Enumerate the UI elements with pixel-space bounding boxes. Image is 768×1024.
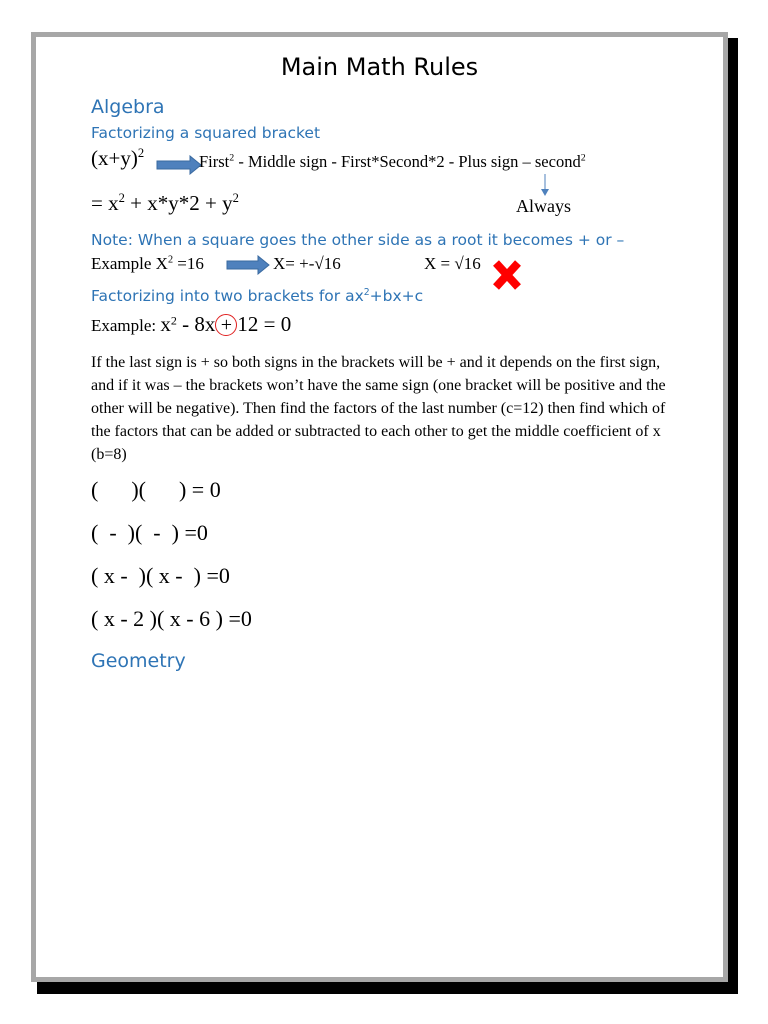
- root-note: Note: When a square goes the other side as a root it becomes + or –: [91, 231, 625, 249]
- always-label: Always: [516, 196, 571, 216]
- circled-plus-sign: +: [215, 314, 237, 336]
- expanded-result: = $x^2 + x*y*2 + y^2$: [91, 191, 239, 215]
- step-3: ( x - )( x - ) =0: [91, 563, 230, 588]
- step-1: ( )( ) = 0: [91, 477, 221, 502]
- explanation-paragraph: If the last sign is + so both signs in the brackets will be + and it depends on the first sign, and if it was – the brackets won’t have the same sign (one bracket will be positive and the other will be negative). Then find the factors of the last number (c=12) then find which of the factors that can be added or subtracted to each other to get the middle coefficient of x (b=8): [91, 354, 666, 463]
- step-2: ( - )( - ) =0: [91, 520, 208, 545]
- down-arrow-icon: [540, 174, 550, 198]
- algebra-heading: Algebra: [91, 96, 165, 118]
- geometry-heading: Geometry: [91, 650, 186, 672]
- wrong-example: X = √16: [424, 254, 481, 273]
- step-4: ( x - 2 )( x - 6 ) =0: [91, 606, 252, 631]
- right-arrow-icon: [226, 255, 270, 275]
- subheading-squared-bracket: Factorizing a squared bracket: [91, 124, 321, 142]
- page-title: Main Math Rules: [280, 53, 479, 81]
- quadratic-example: Example: $x^2 - 8x + 12 = 0$: [91, 312, 292, 336]
- square-rule-text: First$^2$ - Middle sign - First*Second*2 - Plus sign – second$^2$: [199, 152, 586, 171]
- root-example: Example $X^2 =16$: [91, 254, 204, 273]
- red-cross-icon: [492, 259, 522, 291]
- subheading-two-brackets: Factorizing into two brackets for $ax^2+bx+c$: [91, 286, 424, 305]
- squared-bracket-expression: $(x+y)^2$: [91, 146, 145, 170]
- document-page: [31, 32, 728, 982]
- root-example-result: X= +-√16: [273, 254, 341, 273]
- right-arrow-icon: [156, 155, 202, 175]
